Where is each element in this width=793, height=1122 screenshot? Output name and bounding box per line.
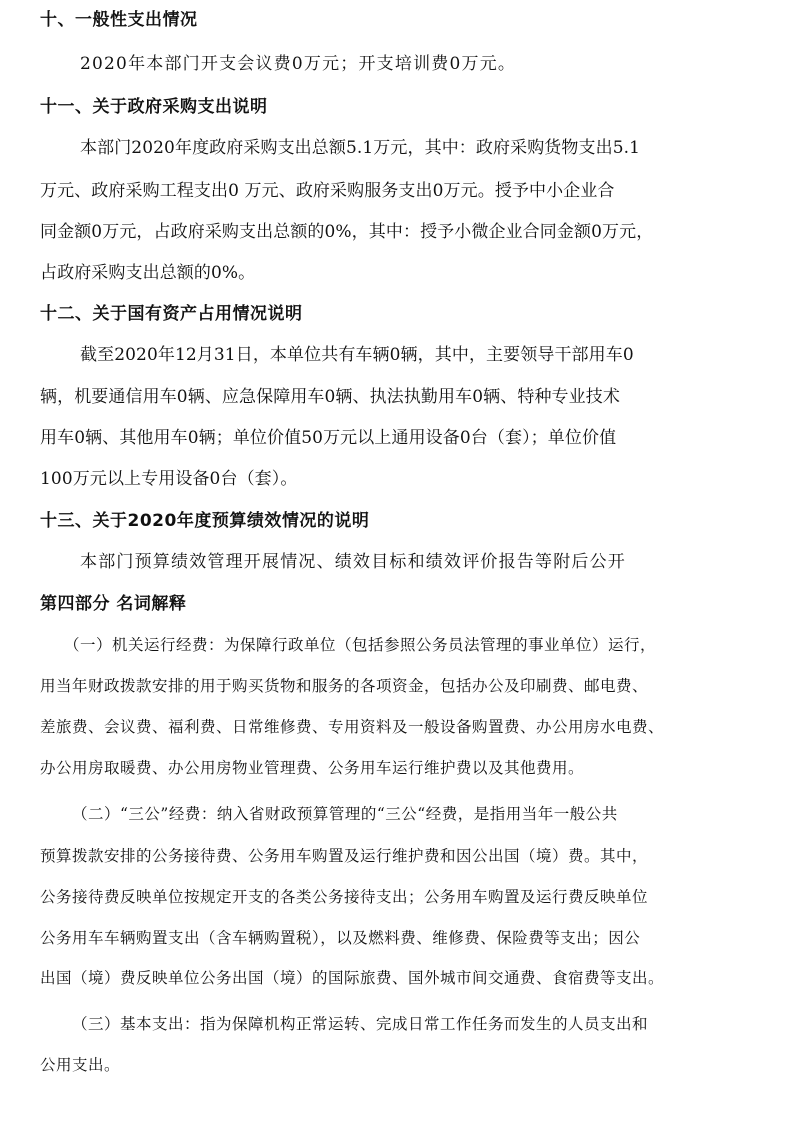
section-11-line-3: 同金额0万元，占政府采购支出总额的0%，其中：授予小微企业合同金额0万元， xyxy=(40,222,654,242)
section-11-line-2: 万元、政府采购工程支出0 万元、政府采购服务支出0万元。授予中小企业合 xyxy=(40,181,615,201)
section-10-line-1: 2020年本部门开支会议费0万元；开支培训费0万元。 xyxy=(80,54,517,74)
glossary-3-line-1: （三）基本支出：指为保障机构正常运转、完成日常工作任务而发生的人员支出和 xyxy=(72,1015,649,1033)
glossary-3-line-2: 公用支出。 xyxy=(40,1056,121,1074)
section-title-13: 十三、关于2020年度预算绩效情况的说明 xyxy=(40,511,370,531)
section-title-11: 十一、关于政府采购支出说明 xyxy=(40,97,268,117)
glossary-2-line-5: 出国（境）费反映单位公务出国（境）的国际旅费、国外城市间交通费、食宿费等支出。 xyxy=(40,969,665,987)
glossary-1-line-4: 办公用房取暖费、办公用房物业管理费、公务用车运行维护费以及其他费用。 xyxy=(40,759,585,777)
glossary-1-line-2: 用当年财政拨款安排的用于购买货物和服务的各项资金，包括办公及印刷费、邮电费、 xyxy=(40,677,649,695)
glossary-1-line-3: 差旅费、会议费、福利费、日常维修费、专用资料及一般设备购置费、办公用房水电费、 xyxy=(40,718,665,736)
part-4-title: 第四部分 名词解释 xyxy=(40,594,187,614)
section-12-line-2: 辆，机要通信用车0辆、应急保障用车0辆、执法执勤用车0辆、特种专业技术 xyxy=(40,387,620,407)
glossary-2-line-1: （二）“三公”经费：纳入省财政预算管理的“三公“经费，是指用当年一般公共 xyxy=(72,805,618,823)
section-11-line-1: 本部门2020年度政府采购支出总额5.1万元，其中：政府采购货物支出5.1 xyxy=(80,138,641,158)
glossary-2-line-2: 预算拨款安排的公务接待费、公务用车购置及运行维护费和因公出国（境）费。其中， xyxy=(40,847,649,865)
section-title-10: 十、一般性支出情况 xyxy=(40,10,198,30)
glossary-2-line-3: 公务接待费反映单位按规定开支的各类公务接待支出；公务用车购置及运行费反映单位 xyxy=(40,888,649,906)
section-12-line-1: 截至2020年12月31日，本单位共有车辆0辆，其中，主要领导干部用车0 xyxy=(80,345,634,365)
glossary-1-line-1: （一）机关运行经费：为保障行政单位（包括参照公务员法管理的事业单位）运行， xyxy=(64,636,657,654)
section-13-line-1: 本部门预算绩效管理开展情况、绩效目标和绩效评价报告等附后公开 xyxy=(80,552,626,572)
section-title-12: 十二、关于国有资产占用情况说明 xyxy=(40,304,303,324)
section-11-line-4: 占政府采购支出总额的0%。 xyxy=(40,263,256,283)
glossary-2-line-4: 公务用车车辆购置支出（含车辆购置税），以及燃料费、维修费、保险费等支出；因公 xyxy=(40,929,641,947)
section-12-line-4: 100万元以上专用设备0台（套）。 xyxy=(40,469,298,489)
section-12-line-3: 用车0辆、其他用车0辆；单位价值50万元以上通用设备0台（套）；单位价值 xyxy=(40,428,617,448)
